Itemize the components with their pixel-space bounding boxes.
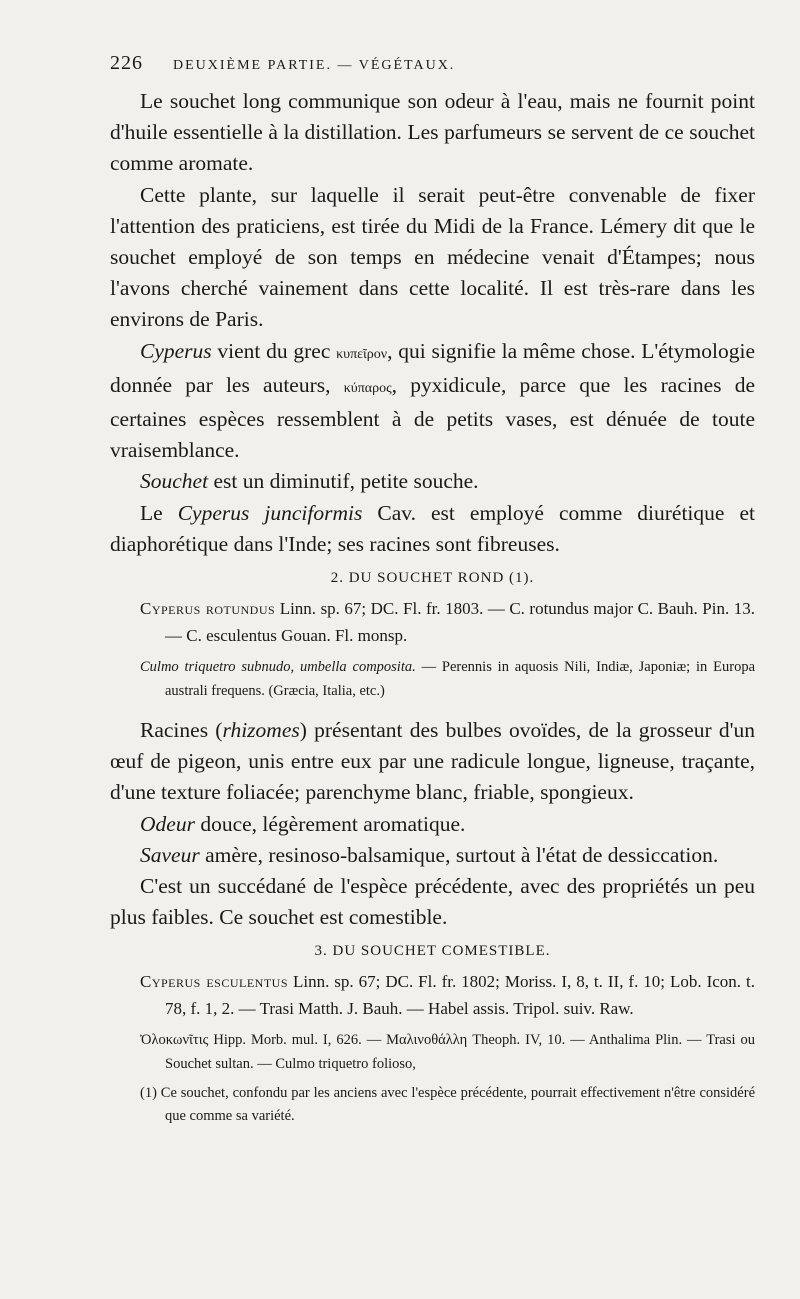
paragraph-succedane: C'est un succédané de l'espèce précédente, avec des propriétés un peu plus faibles. Ce souchet est comestible. xyxy=(110,874,755,930)
section-heading-souchet-rond: 2. DU SOUCHET ROND (1). xyxy=(330,570,535,587)
paragraph-origin: Cette plante, sur laquelle il serait peut-être convenable de fixer l'attention des praticiens, est tirée du Midi de la France. Lémery dit que le souchet employé de son temps en médecine venait d'Étampes; nous l'avons cherché vainement dans cette localité. Il est très-rare dans les environs de Paris. xyxy=(110,182,755,332)
synonymy-souchet-rond: Cyperus rotundus Linn. sp. 67; DC. Fl. fr. 1803. — C. rotundus major C. Bauh. Pin. 13. — C. esculentus Gouan. Fl. monsp. xyxy=(140,599,755,646)
paragraph-racines: Racines (rhizomes) présentant des bulbes ovoïdes, de la grosseur d'un œuf de pigeon, unis entre eux par une radicule longue, ligneuse, traçante, d'une texture foliacée; parenchyme blanc, friable, spongieux. xyxy=(110,718,756,805)
term-cyperus-junciformis: Cyperus junciformis xyxy=(177,500,363,525)
term-cyperus: Cyperus xyxy=(140,338,212,363)
section-heading-souchet-comestible: 3. DU SOUCHET COMESTIBLE. xyxy=(314,943,551,960)
book-page xyxy=(110,52,755,1128)
footnote: (1) Ce souchet, confondu par les anciens avec l'espèce précédente, pourrait effectivement n'être considéré que comme sa variété. xyxy=(140,1085,755,1125)
paragraph-souchet-long: Le souchet long communique son odeur à l'eau, mais ne fournit point d'huile essentielle à la distillation. Les parfumeurs se servent de ce souchet comme aromate. xyxy=(110,89,755,176)
greek-word-kyparos: κύπαρος xyxy=(343,380,392,396)
term-souchet: Souchet xyxy=(140,469,209,494)
paragraph-etymology: Cyperus vient du grec κυπεῖρον, qui signifie la même chose. L'étymologie donnée par les auteurs, κύπαρος, pyxidicule, parce que les racines de certaines espèces ressemblent à de petits vases, est dénuée de toute vraisemblance. xyxy=(110,338,755,463)
paragraph-souchet-diminutive: Souchet est un diminutif, petite souche. xyxy=(140,469,479,494)
page-number: 226 xyxy=(110,52,143,74)
greek-word-kypeiron: κυπεῖρον xyxy=(336,346,388,362)
synonymy-souchet-comestible: Cyperus esculentus Linn. sp. 67; DC. Fl. fr. 1802; Moriss. I, 8, t. II, f. 10; Lob. Icon. t. 78, f. 1, 2. — Trasi Matth. J. Bauh. — Habel assis. Tripol. suiv. Raw. xyxy=(140,972,755,1019)
diagnosis-souchet-rond: Culmo triquetro subnudo, umbella composita. — Perennis in aquosis Nili, Indiæ, Japoniæ; in Europa australi frequens. (Græcia, Italia, etc.) xyxy=(140,659,756,700)
running-title: DEUXIÈME PARTIE. — VÉGÉTAUX. xyxy=(173,58,456,73)
running-header xyxy=(110,52,755,86)
paragraph-saveur: Saveur amère, resinoso-balsamique, surtout à l'état de dessiccation. xyxy=(140,842,719,867)
paragraph-junciformis: Le Cyperus junciformis Cav. est employé comme diurétique et diaphorétique dans l'Inde; ses racines sont fibreuses. xyxy=(110,500,755,556)
greek-synonymy-souchet-comestible: Ὀλοκωνῖτις Hipp. Morb. mul. I, 626. — Μαλινοθάλλη Theoph. IV, 10. — Anthalima Plin. — Trasi ou Souchet sultan. — Culmo triquetro folioso, xyxy=(140,1032,755,1073)
paragraph-odeur: Odeur douce, légèrement aromatique. xyxy=(140,811,466,836)
